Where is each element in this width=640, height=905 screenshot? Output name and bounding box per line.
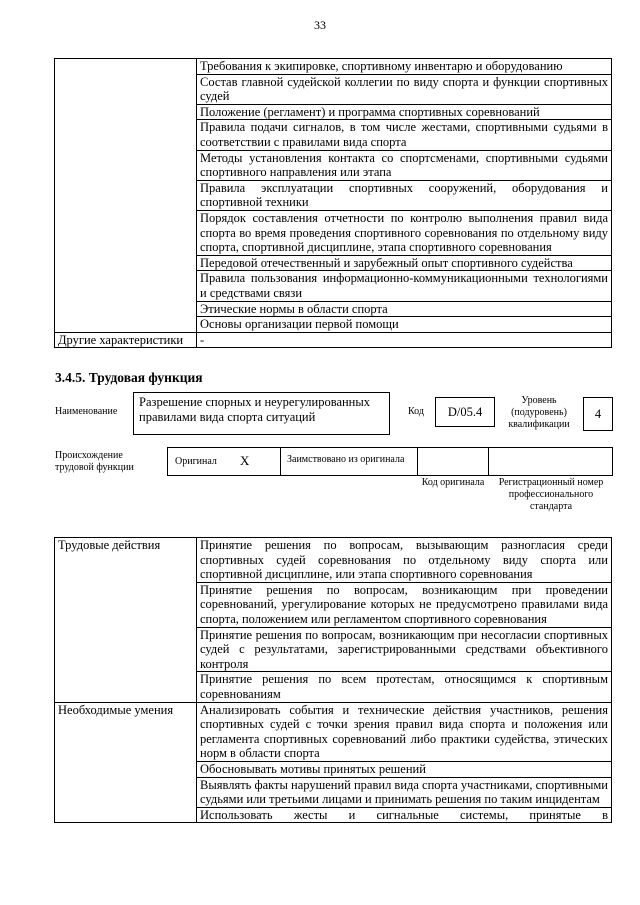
- labor-action-item: Принятие решения по вопросам, вызывающим разногласия среди спортивных судей соревнования по отдельному виду спорта или спортивной дисциплине, или этапа спортивного соревнования: [197, 538, 612, 583]
- knowledge-item: Порядок составления отчетности по контролю выполнения правил вида спорта во время проведения спортивного соревнования по отдельному виду спорта, спортивной дисциплине, этапа спортивного соревнования: [197, 210, 612, 255]
- skill-item: Использовать жесты и сигнальные системы, принятые в: [197, 807, 612, 823]
- reg-number-caption: Регистрационный номер профессионального стандарта: [498, 477, 604, 512]
- page-number: 33: [314, 18, 326, 32]
- borrowed-box: [280, 447, 418, 476]
- labor-action-item: Принятие решения по вопросам, возникающим при несогласии спортивных судей с результатами, зарегистрированными средствами объективного контроля: [197, 627, 612, 672]
- skill-item: Выявлять факты нарушений правил вида спорта участниками, спортивными судьями или третьими лицами и принимать решения по таким инцидентам: [197, 777, 612, 807]
- labor-function-table: [54, 537, 612, 823]
- other-characteristics-label: Другие характеристики: [55, 332, 197, 348]
- knowledge-item: Основы организации первой помощи: [197, 317, 612, 333]
- labor-actions-label: Трудовые действия: [55, 538, 197, 703]
- qualification-level-box: 4: [583, 397, 613, 431]
- knowledge-item: Правила пользования информационно-коммуникационными технологиями и средствами связи: [197, 271, 612, 301]
- knowledge-item: Состав главной судейской коллегии по виду спорта и функции спортивных судей: [197, 74, 612, 104]
- reg-number-box: [488, 447, 613, 476]
- knowledge-label-cell: [55, 59, 197, 333]
- knowledge-table: [54, 58, 612, 348]
- original-mark: X: [240, 453, 250, 468]
- knowledge-item: Правила эксплуатации спортивных сооружений, оборудования и спортивной техники: [197, 180, 612, 210]
- code-label: Код: [408, 406, 424, 417]
- code-value-box: D/05.4: [435, 397, 495, 427]
- code-original-box: [417, 447, 489, 476]
- original-label: Оригинал: [175, 456, 217, 467]
- knowledge-item: Методы установления контакта со спортсменами, спортивными судьями спортивного направления или этапа: [197, 150, 612, 180]
- qualification-level-label: Уровень (подуровень) квалификации: [508, 395, 570, 430]
- skills-label: Необходимые умения: [55, 702, 197, 823]
- skill-item: Анализировать события и технические действия участников, решения спортивных судей с точки зрения правил вида спорта и положения или регламента спортивных соревнований либо практики судейства, этических норм в области спорта: [197, 702, 612, 761]
- skill-item: Обосновывать мотивы принятых решений: [197, 761, 612, 777]
- other-characteristics-value: -: [197, 332, 612, 348]
- section-title: 3.4.5. Трудовая функция: [55, 370, 203, 385]
- function-name-box: Разрешение спорных и неурегулированных правилами вида спорта ситуаций: [133, 392, 390, 435]
- knowledge-item: Положение (регламент) и программа спортивных соревнований: [197, 104, 612, 120]
- name-label: Наименование: [55, 406, 118, 417]
- labor-action-item: Принятие решения по вопросам, возникающим при проведении соревнований, урегулирование которых не предусмотрено правилами вида спорта, положением или регламентом спортивного соревнования: [197, 582, 612, 627]
- knowledge-item: Этические нормы в области спорта: [197, 301, 612, 317]
- origin-label: Происхождение трудовой функции: [55, 450, 134, 473]
- labor-action-item: Принятие решения по всем протестам, относящимся к спортивным соревнованиям: [197, 672, 612, 702]
- code-original-caption: Код оригинала: [421, 477, 485, 488]
- knowledge-item: Требования к экипировке, спортивному инвентарю и оборудованию: [197, 59, 612, 75]
- original-box: [167, 447, 281, 476]
- knowledge-item: Правила подачи сигналов, в том числе жестами, спортивными судьями в соответствии с правилами вида спорта: [197, 120, 612, 150]
- borrowed-label: Заимствовано из оригинала: [287, 454, 405, 465]
- knowledge-item: Передовой отечественный и зарубежный опыт спортивного судейства: [197, 255, 612, 271]
